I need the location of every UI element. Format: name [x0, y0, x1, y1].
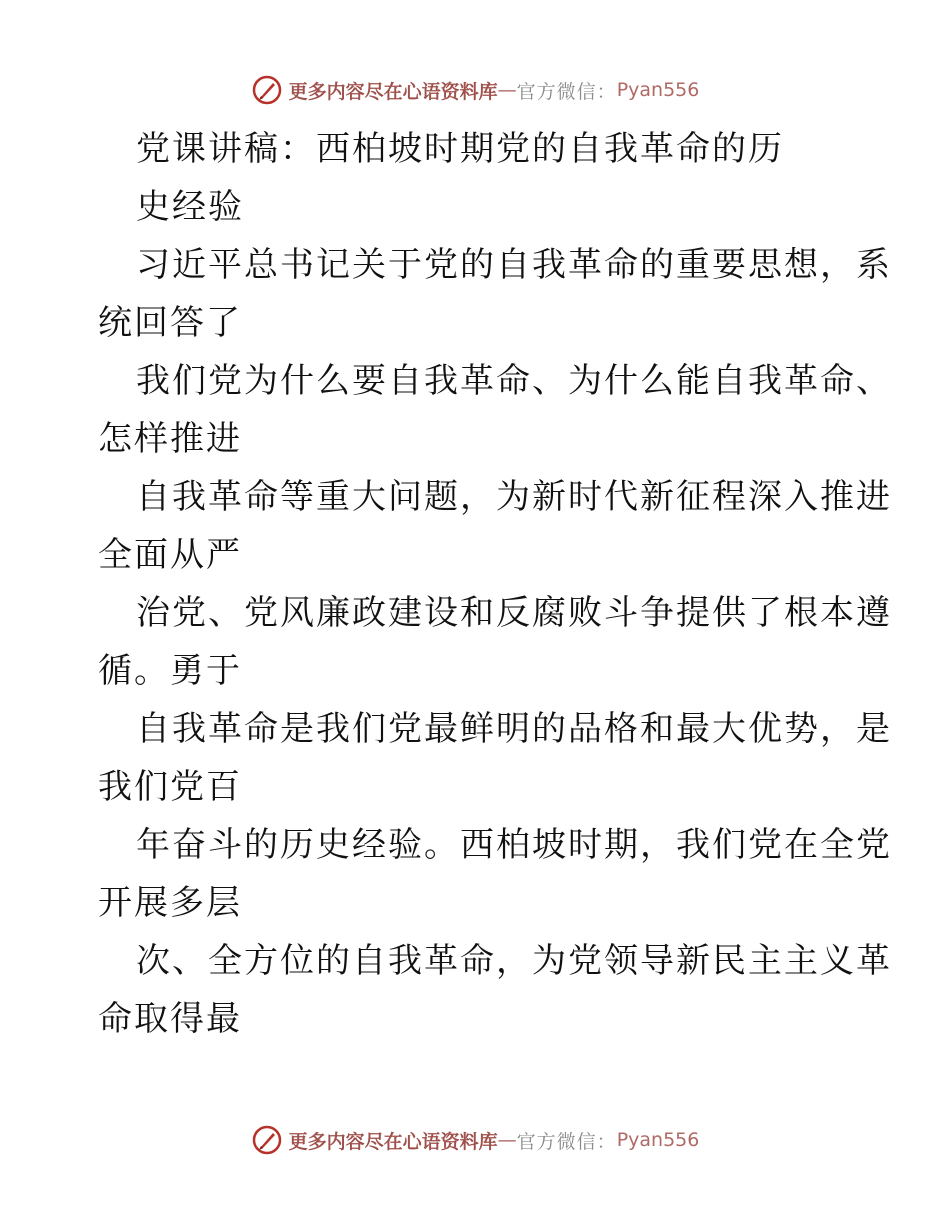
- banner-wechat-id: Pyan556: [616, 1129, 700, 1151]
- doc-paragraph-line: 治党、党风廉政建设和反腐败斗争提供了根本遵: [136, 593, 892, 633]
- doc-paragraph-line: 循。勇于: [98, 651, 242, 691]
- quill-logo-icon: [251, 74, 283, 106]
- doc-title-line-1: 党课讲稿：西柏坡时期党的自我革命的历: [136, 129, 784, 169]
- doc-paragraph-line: 开展多层: [98, 883, 242, 923]
- doc-paragraph-line: 自我革命等重大问题，为新时代新征程深入推进: [136, 477, 892, 517]
- doc-paragraph-line: 年奋斗的历史经验。西柏坡时期，我们党在全党: [136, 825, 892, 865]
- banner-dash: —: [497, 1129, 517, 1151]
- doc-paragraph-line: 习近平总书记关于党的自我革命的重要思想，系: [136, 245, 892, 285]
- doc-paragraph-line: 我们党百: [98, 767, 242, 807]
- banner-brand-text: 更多内容尽在心语资料库: [288, 80, 498, 103]
- doc-paragraph-line: 命取得最: [98, 999, 242, 1039]
- banner-official-label: 官方微信：: [516, 1130, 617, 1153]
- doc-paragraph-line: 次、全方位的自我革命，为党领导新民主主义革: [136, 941, 892, 981]
- banner-official-label: 官方微信：: [516, 80, 617, 103]
- doc-paragraph-line: 统回答了: [98, 303, 242, 343]
- quill-logo-icon: [251, 1124, 283, 1156]
- doc-title-line-2: 史经验: [136, 187, 244, 227]
- doc-paragraph-line: 我们党为什么要自我革命、为什么能自我革命、: [136, 361, 892, 401]
- doc-paragraph-line: 自我革命是我们党最鲜明的品格和最大优势，是: [136, 709, 892, 749]
- footer-banner: [0, 1120, 950, 1160]
- doc-paragraph-line: 怎样推进: [98, 419, 242, 459]
- banner-dash: —: [497, 79, 517, 101]
- banner-brand-text: 更多内容尽在心语资料库: [288, 1130, 498, 1153]
- header-banner: [0, 70, 950, 110]
- doc-paragraph-line: 全面从严: [98, 535, 242, 575]
- banner-wechat-id: Pyan556: [616, 79, 700, 101]
- document-body: [98, 120, 892, 1048]
